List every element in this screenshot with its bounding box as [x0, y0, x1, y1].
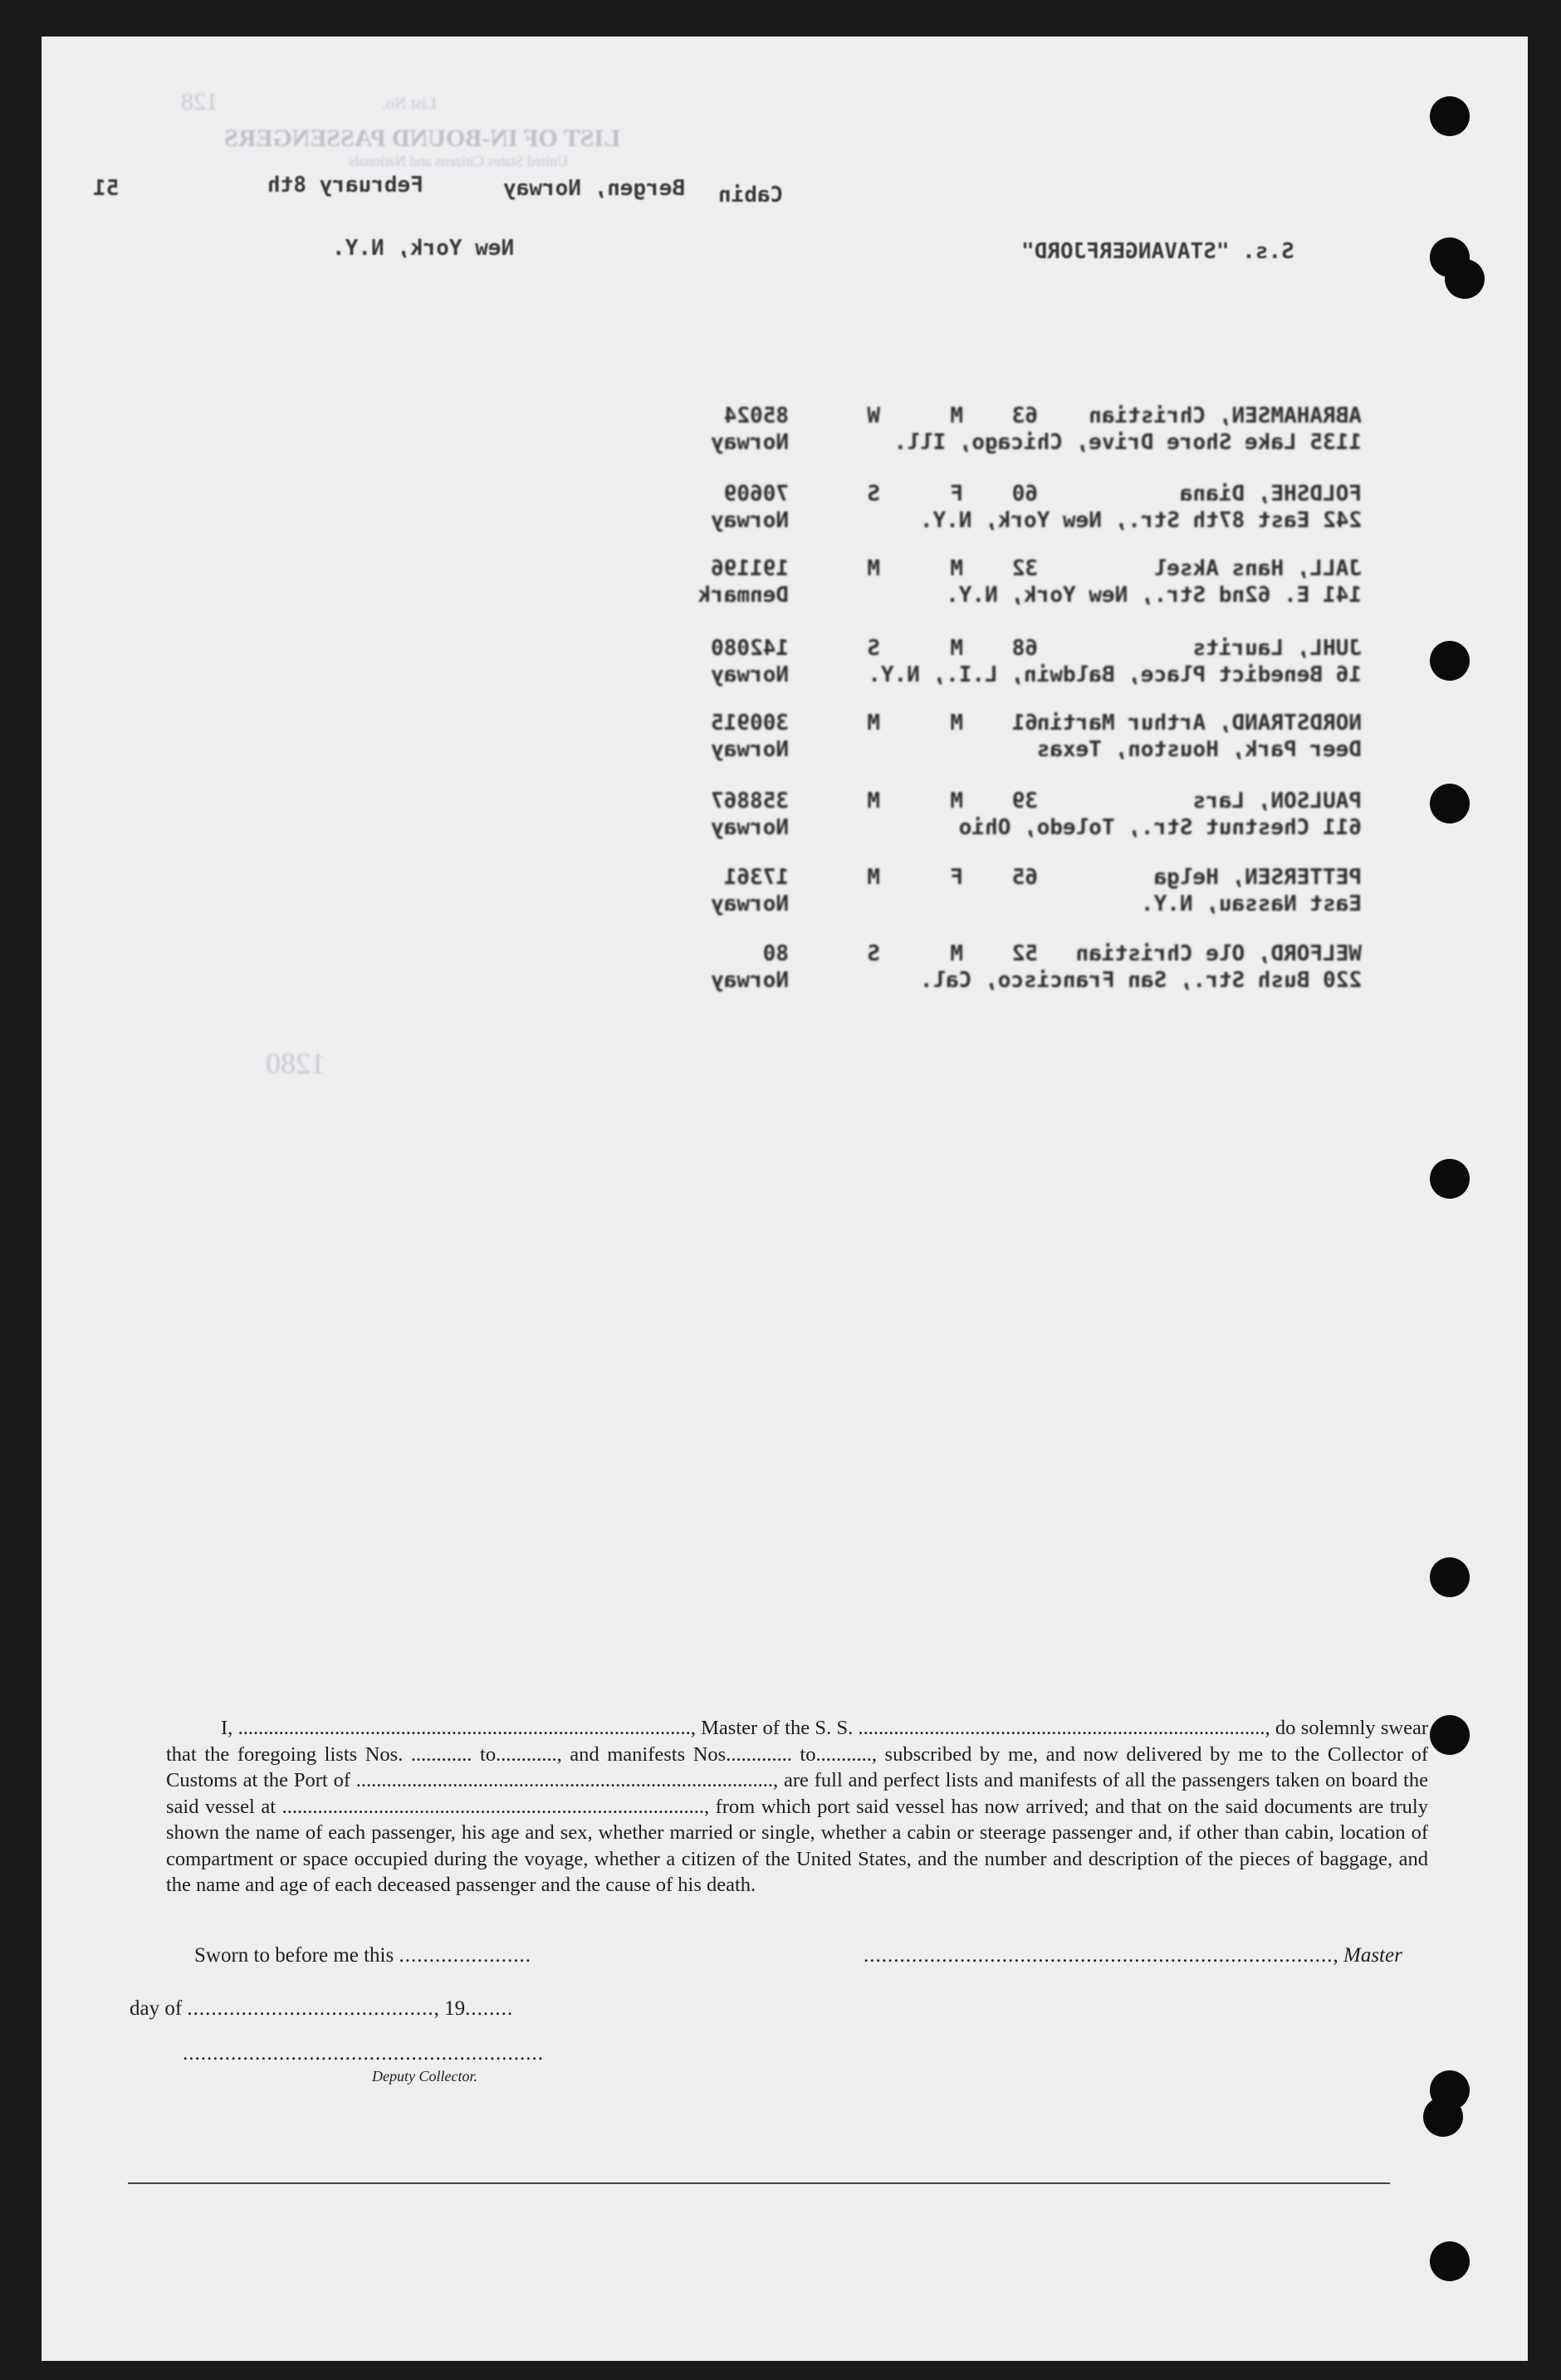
passenger-row — [697, 941, 1362, 1001]
punch-hole — [1423, 2097, 1463, 2137]
passenger-address: 16 Benedict Place, Baldwin, L.I., N.Y. — [868, 662, 1362, 687]
passenger-country: Denmark — [697, 583, 789, 608]
passenger-name: JALL, Hans Aksel — [1153, 556, 1362, 581]
passenger-number: 80 — [762, 941, 789, 966]
ship-name: S.s. "STAVANGERFJORD" — [1021, 239, 1294, 264]
passenger-country: Norway — [711, 815, 789, 840]
passenger-age: 32 — [1011, 556, 1038, 581]
passenger-marital-status: S — [867, 941, 880, 966]
passenger-age: 61 — [1011, 711, 1038, 736]
passenger-address: Deer Park, Houston, Texas — [1036, 737, 1362, 762]
day-row — [130, 1997, 513, 2021]
passenger-sex: M — [950, 403, 963, 428]
passenger-sex: M — [950, 711, 963, 736]
passenger-number: 191196 — [711, 556, 789, 581]
master-signature-line: .............................................................................. — [864, 1944, 1333, 1967]
date-value: February 8th — [267, 173, 423, 198]
passenger-name: NORDSTRAND, Arthur Martin — [1036, 711, 1362, 736]
punch-hole — [1430, 96, 1470, 136]
passenger-marital-status: M — [867, 711, 880, 736]
passenger-row — [697, 865, 1362, 925]
punch-hole — [1430, 784, 1470, 823]
passenger-country: Norway — [711, 662, 789, 687]
passenger-sex: M — [950, 941, 963, 966]
page-number: 128 — [181, 88, 218, 115]
passenger-row — [697, 481, 1362, 541]
passenger-row — [697, 403, 1362, 463]
passenger-address: 220 Bush Str., San Francisco, Cal. — [919, 968, 1362, 993]
passenger-number: 358867 — [711, 789, 789, 814]
passenger-age: 52 — [1011, 941, 1038, 966]
passenger-name: WELFORD, Ole Christian — [1075, 941, 1362, 966]
passenger-sex: M — [950, 556, 963, 581]
passenger-country: Norway — [711, 508, 789, 533]
passenger-age: 60 — [1011, 481, 1038, 506]
passenger-age: 63 — [1011, 403, 1038, 428]
passenger-country: Norway — [711, 430, 789, 455]
punch-hole — [1445, 259, 1485, 299]
manifest-page — [42, 37, 1528, 2361]
punch-hole — [1430, 1159, 1470, 1199]
passenger-country: Norway — [711, 737, 789, 762]
passenger-name: JUHL, Laurits — [1192, 636, 1362, 661]
sworn-label: Sworn to before me this — [194, 1944, 394, 1967]
year-line: ........ — [465, 1997, 514, 2020]
passenger-sex: F — [950, 865, 963, 890]
sworn-line: ...................... — [399, 1944, 531, 1967]
passenger-row — [697, 711, 1362, 770]
passenger-row — [697, 789, 1362, 848]
passenger-name: ABRAHAMSEN, Christian — [1089, 403, 1362, 428]
oath-paragraph — [166, 1715, 1428, 1899]
punch-hole — [1430, 641, 1470, 681]
column-headers-bleed — [316, 319, 1063, 393]
passenger-country: Norway — [711, 968, 789, 993]
passenger-number: 70609 — [723, 481, 789, 506]
passenger-age: 68 — [1011, 636, 1038, 661]
passenger-number: 17361 — [723, 865, 789, 890]
class-value: Cabin — [718, 183, 784, 208]
passenger-row — [697, 636, 1362, 696]
deputy-line: ............................................................ — [183, 2042, 544, 2065]
from-port-value: Bergen, Norway — [503, 176, 686, 201]
passenger-age: 65 — [1011, 865, 1038, 890]
passenger-address: 242 East 87th Str., New York, N.Y. — [919, 508, 1362, 533]
passenger-address: 1135 Lake Shore Drive, Chicago, Ill. — [893, 430, 1362, 455]
manifest-subtitle: United States Citizens and Nationals — [349, 153, 568, 169]
passenger-name: FOLDSHE, Diana — [1179, 481, 1362, 506]
passenger-row — [697, 556, 1362, 616]
master-label: Master — [1343, 1944, 1402, 1967]
manifest-title: LIST OF IN-BOUND PASSENGERS — [224, 125, 621, 152]
passenger-country: Norway — [711, 892, 789, 916]
passenger-address: East Nassau, N.Y. — [1140, 892, 1362, 916]
passenger-marital-status: S — [867, 481, 880, 506]
passenger-marital-status: S — [867, 636, 880, 661]
day-label: day of — [130, 1997, 183, 2020]
punch-hole — [1430, 1557, 1470, 1597]
punch-hole — [1430, 1715, 1470, 1755]
oath-text: I, ........................................................................................., Master of the S. S. ................................................................................, do solemnly swear that the foregoing lists Nos. ............ to............, and manifests Nos............. to..........., subscribed by me, and now delivered by me to the Collector of Customs at the Port of .................................................................................., are full and perfect lists and manifests of all the passengers taken on board the said vessel at ..................................................................................., from which port said vessel has now arrived; and that on the said documents are truly shown the name of each passenger, his age and sex, whether married or single, whether a cabin or steerage passenger and, if other than cabin, location of compartment or space occupied during the voyage, whether a citizen of the United States, and the number and description of the pieces of baggage, and the name and age of each deceased passenger and the cause of his death. — [166, 1717, 1428, 1896]
year-value: 51 — [93, 176, 120, 201]
passenger-address: 141 E. 62nd Str., New York, N.Y. — [946, 583, 1362, 608]
passenger-name: PAULSON, Lars — [1192, 789, 1362, 814]
passenger-marital-status: M — [867, 865, 880, 890]
day-line: ......................................... — [187, 1997, 434, 2020]
passenger-number: 300915 — [711, 711, 789, 736]
faint-stamp: 1280 — [266, 1047, 325, 1080]
year-prefix: , 19 — [433, 1997, 466, 2020]
punch-hole — [1430, 2241, 1470, 2281]
bottom-rule — [128, 2182, 1390, 2184]
passenger-sex: M — [950, 789, 963, 814]
passenger-address: 611 Chestnut Str., Toledo, Ohio — [958, 815, 1362, 840]
passenger-number: 85024 — [723, 403, 789, 428]
sworn-row — [194, 1944, 531, 1967]
master-signature-row: .............................................................................., Master — [864, 1944, 1402, 1967]
deputy-collector-label: Deputy Collector. — [372, 2068, 477, 2084]
passenger-number: 142080 — [711, 636, 789, 661]
passenger-marital-status: M — [867, 789, 880, 814]
passenger-age: 39 — [1011, 789, 1038, 814]
passenger-sex: M — [950, 636, 963, 661]
arrival-port: New York, N.Y. — [332, 236, 515, 261]
passenger-name: PETTERSEN, Helga — [1153, 865, 1362, 890]
list-no-label: List No. — [382, 95, 437, 113]
passenger-sex: F — [950, 481, 963, 506]
passenger-marital-status: M — [867, 556, 880, 581]
passenger-marital-status: W — [867, 403, 880, 428]
